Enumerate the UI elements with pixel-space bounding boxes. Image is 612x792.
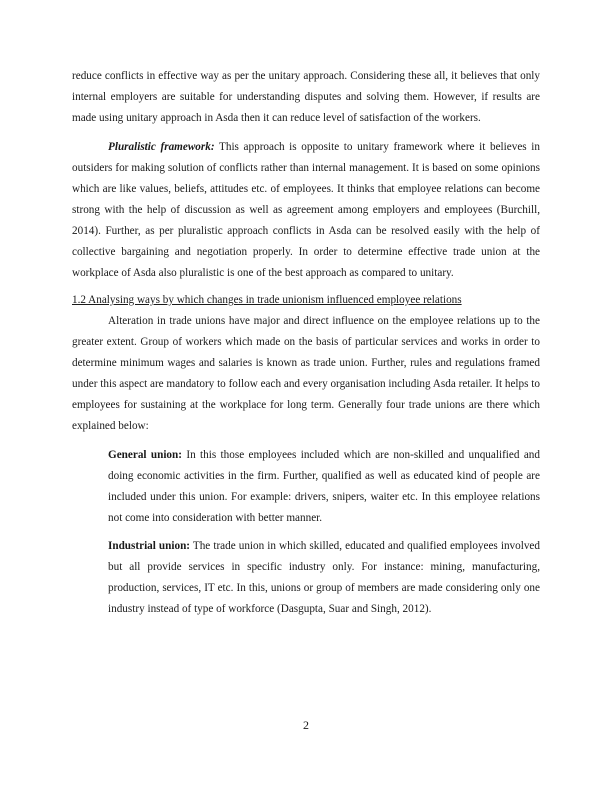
pluralistic-label: Pluralistic framework: xyxy=(108,141,215,153)
bullet-text: The trade union in which skilled, educated and qualified employees involved but all provide services in specific industry only. For instance: mining, manufacturing, production, services, IT etc. In this, unions or group of members are made considering only one industry instead of type of workforce (Dasgupta, Suar and Singh, 2012). xyxy=(108,540,540,615)
trade-union-list xyxy=(72,445,540,620)
section-heading: 1.2 Analysing ways by which changes in trade unionism influenced employee relations xyxy=(72,294,462,306)
list-item-general-union xyxy=(72,445,540,529)
list-item-industrial-union xyxy=(72,536,540,620)
pluralistic-paragraph xyxy=(72,137,540,284)
bullet-text: In this those employees included which are non-skilled and unqualified and doing economic activities in the firm. Further, qualified as well as educated kind of people are included under this union. For example: drivers, snipers, waiter etc. In this employee relations not come into consideration with better manner. xyxy=(108,449,540,524)
section-paragraph: Alteration in trade unions have major and direct influence on the employee relations up to the greater extent. Group of workers which made on the basis of particular services and works in order to determine minimum wages and salaries is known as trade union. Further, rules and regulations framed under this aspect are mandatory to follow each and every organisation including Asda retailer. It helps to employees for sustaining at the workplace for long term. Generally four trade unions are there which explained below: xyxy=(72,315,540,432)
bullet-label: Industrial union: xyxy=(108,540,191,552)
page-content xyxy=(72,66,540,627)
page-number: 2 xyxy=(303,718,309,732)
intro-paragraph: reduce conflicts in effective way as per the unitary approach. Considering these all, it believes that only internal employers are suitable for understanding disputes and solving them. However, if results are made using unitary approach in Asda then it can reduce level of satisfaction of the workers. xyxy=(72,70,540,124)
bullet-label: General union: xyxy=(108,449,182,461)
pluralistic-text: This approach is opposite to unitary framework where it believes in outsiders for making solution of conflicts rather than internal management. It is based on some opinions which are like values, beliefs, attitudes etc. of employees. It thinks that employee relations can become strong with the help of discussion as well as agreement among employers and employees (Burchill, 2014). Further, as per pluralistic approach conflicts in Asda can be resolved easily with the help of collective bargaining and negotiation properly. In order to determine effective trade union at the workplace of Asda also pluralistic is one of the best approach as compared to unitary. xyxy=(72,141,540,279)
